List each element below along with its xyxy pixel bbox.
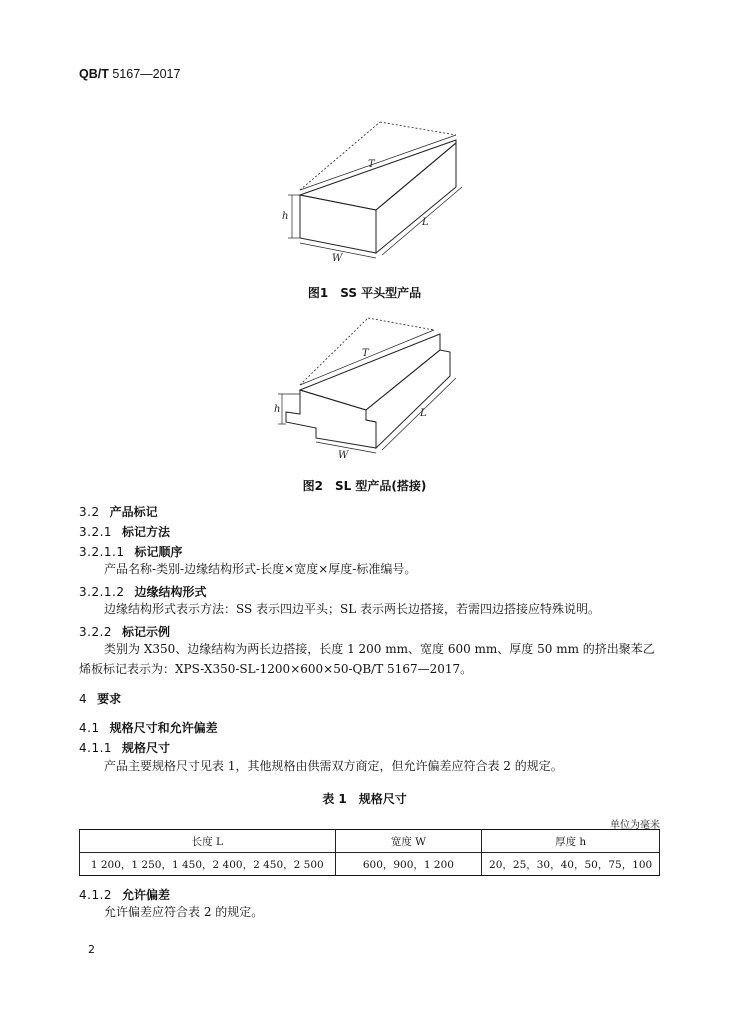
fig1-label-w: W (332, 253, 343, 264)
fig1-ext-back (300, 122, 380, 190)
section-title: 规格尺寸和允许偏差 (109, 721, 218, 735)
section-title: 规格尺寸 (122, 741, 171, 755)
section-3-2 (79, 503, 158, 520)
table-cell-thickness: 20，25，30，40，50，75，100 (482, 853, 660, 876)
paragraph-marking-order: 产品名称-类别-边缘结构形式-长度×宽度×厚度-标准编号。 (104, 562, 417, 576)
fig1-front-face (300, 195, 376, 253)
section-number: 4.1.2 (79, 888, 113, 902)
section-number: 3.2.1.1 (79, 545, 125, 559)
table-cell-width: 600，900，1 200 (335, 853, 482, 876)
table-cell-length: 1 200，1 250，1 450，2 400，2 450，2 500 (80, 853, 336, 876)
fig2-ext-top (368, 318, 434, 330)
figure1-caption: 图1 SS 平头型产品 (307, 286, 422, 300)
section-title: 要求 (97, 692, 122, 706)
paragraph-spec-sizes: 产品主要规格尺寸见表 1，其他规格由供需双方商定，但允许偏差应符合表 2 的规定。 (104, 759, 563, 773)
fig1-right-face (376, 143, 456, 253)
section-3-2-1-2 (79, 583, 207, 600)
fig2-top-face (300, 334, 440, 410)
figure2-drawing (270, 312, 470, 467)
table-header-row (80, 830, 660, 853)
table1-title: 表 1 规格尺寸 (322, 792, 407, 806)
paragraph-tolerance: 允许偏差应符合表 2 的规定。 (104, 905, 264, 919)
standard-header (79, 67, 180, 81)
fig1-label-h: h (282, 211, 289, 222)
fig2-dim-l (382, 378, 456, 450)
section-4-1-2 (79, 886, 170, 903)
figure1-drawing (270, 115, 470, 270)
section-number: 4.1 (79, 721, 100, 735)
section-number: 3.2.1 (79, 525, 113, 539)
fig1-label-l: L (422, 217, 429, 228)
paragraph-edge-structure: 边缘结构形式表示方法：SS 表示四边平头；SL 表示两长边搭接，若需四边搭接应特殊说明。 (104, 602, 601, 616)
figure2-caption: 图2 SL 型产品(搭接) (302, 479, 427, 493)
table1 (79, 829, 660, 876)
section-number: 3.2.2 (79, 625, 113, 639)
fig2-label-l: L (420, 408, 427, 419)
section-4-1-1 (79, 739, 170, 756)
section-number: 4 (79, 692, 88, 706)
fig2-label-h: h (274, 404, 281, 415)
fig1-ext-top (380, 122, 456, 135)
table-header-thickness: 厚度 h (482, 830, 660, 853)
section-title: 允许偏差 (122, 888, 171, 902)
table-header-width: 宽度 W (335, 830, 482, 853)
section-title: 产品标记 (109, 505, 158, 519)
section-title: 标记示例 (122, 625, 171, 639)
table1-unit-note: 单位为毫米 (610, 820, 660, 831)
standard-code: QB/T (79, 67, 109, 81)
section-number: 3.2.1.2 (79, 585, 125, 599)
section-3-2-2 (79, 623, 170, 640)
table-row (80, 853, 660, 876)
section-title: 标记方法 (122, 525, 171, 539)
standard-number: 5167—2017 (112, 67, 181, 81)
page-number: 2 (88, 943, 95, 956)
section-title: 边缘结构形式 (134, 585, 207, 599)
fig2-label-w: W (338, 450, 349, 461)
fig2-right-face (366, 350, 450, 448)
fig2-label-t: T (362, 348, 369, 359)
table-header-length: 长度 L (80, 830, 336, 853)
section-number: 3.2 (79, 505, 100, 519)
paragraph-example-line2: 烯板标记表示为：XPS-X350-SL-1200×600×50-QB/T 5167—2017。 (79, 662, 473, 676)
section-number: 4.1.1 (79, 741, 113, 755)
fig1-label-t: T (368, 159, 375, 170)
fig2-front-profile (286, 390, 376, 448)
section-3-2-1-1 (79, 543, 183, 560)
fig2-ext-back (300, 318, 368, 385)
section-4 (79, 690, 121, 707)
section-3-2-1 (79, 523, 170, 540)
paragraph-example-line1: 类别为 X350、边缘结构为两长边搭接，长度 1 200 mm、宽度 600 mm、厚度 50 mm 的挤出聚苯乙 (104, 642, 655, 656)
section-title: 标记顺序 (134, 545, 183, 559)
section-4-1 (79, 719, 218, 736)
